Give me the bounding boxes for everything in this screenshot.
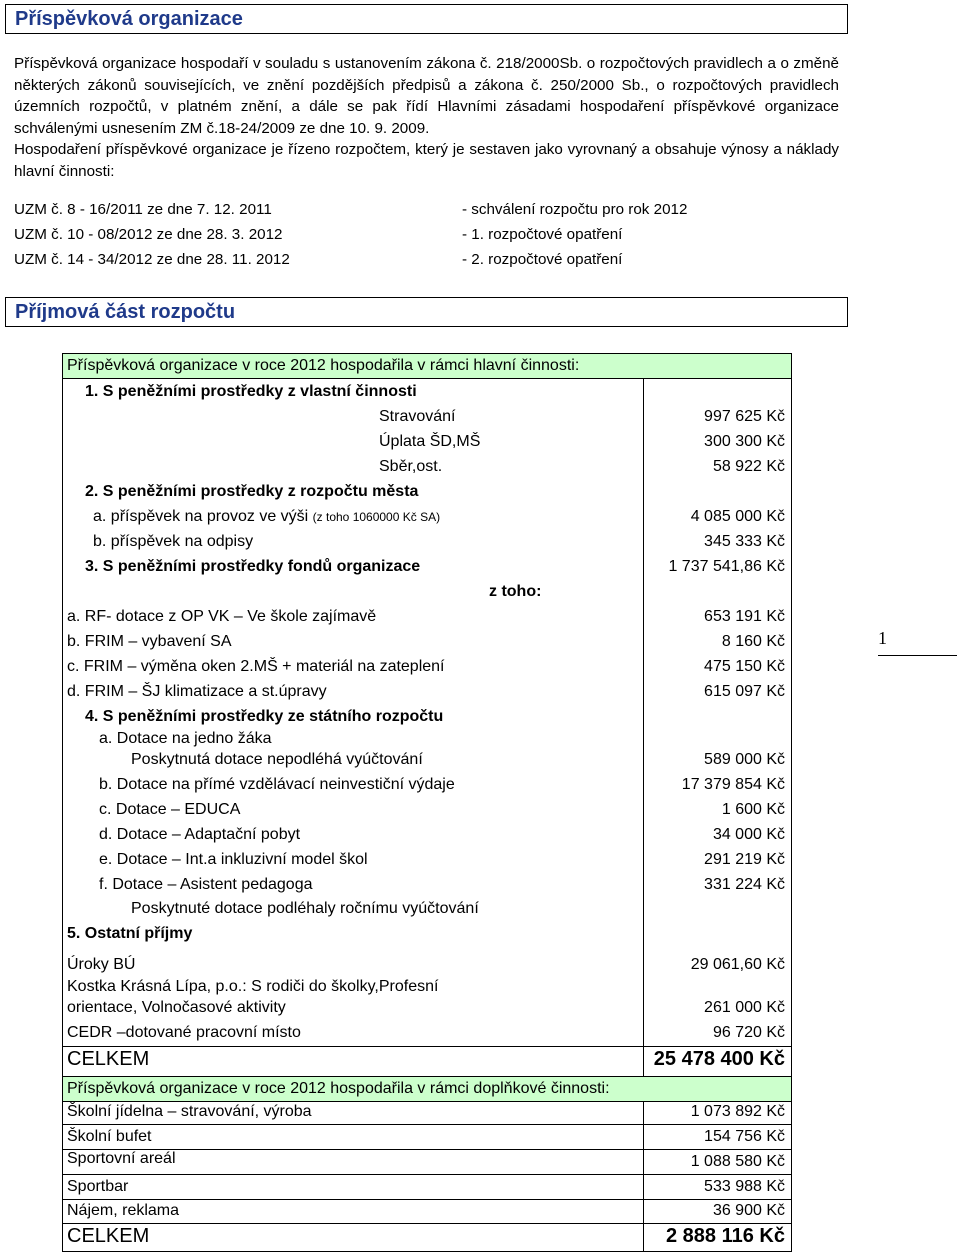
total-label: CELKEM <box>67 1048 150 1070</box>
row-value: 475 150 Kč <box>704 658 785 675</box>
row-label: a. RF- dotace z OP VK – Ve škole zajímavě <box>67 608 377 625</box>
table-header-side <box>63 1076 791 1102</box>
table-header-main <box>63 354 791 379</box>
intro-paragraph-1: Příspěvková organizace hospodaří v souladu s ustanovením zákona č. 218/2000Sb. o rozpočtových pravidlech a o změně některých zákonů souvisejících, ve znění pozdějších předpisů a zákona č. 250/2000 Sb., o rozpočtových pravidlech územních rozpočtů, v platném znění, a dále se pak řídí Hlavními zásadami hospodaření příspěvkové organizace schválenými usnesením ZM č.18-24/2009 ze dne 10. 9. 2009. <box>14 55 839 137</box>
page-number: 1 <box>878 628 887 648</box>
row-value: 8 160 Kč <box>721 633 785 650</box>
uzm-reference: UZM č. 14 - 34/2012 ze dne 28. 11. 2012 <box>14 251 290 268</box>
row-label: Sběr,ost. <box>379 458 443 475</box>
row-label: Úroky BÚ <box>67 956 136 973</box>
section-title-text: 3. S peněžními prostředky fondů organizace <box>85 558 421 575</box>
row-value: 1 088 580 Kč <box>690 1153 785 1170</box>
row-value: 997 625 Kč <box>704 408 785 425</box>
row-value: 1 600 Kč <box>721 801 785 818</box>
row-label: c. Dotace – EDUCA <box>99 801 241 818</box>
row-divider <box>63 1223 791 1224</box>
row-label: e. Dotace – Int.a inkluzivní model škol <box>99 851 368 868</box>
row-divider <box>63 1046 791 1047</box>
row-value: 261 000 Kč <box>704 999 785 1016</box>
row-divider <box>63 1174 791 1175</box>
intro-text <box>14 53 839 182</box>
column-divider <box>643 354 644 1251</box>
row-value: 300 300 Kč <box>704 433 785 450</box>
row-label: b. FRIM – vybavení SA <box>67 633 232 650</box>
row-divider <box>63 1124 791 1125</box>
row-value: 154 756 Kč <box>704 1128 785 1145</box>
row-value: 96 720 Kč <box>712 1024 785 1041</box>
section-heading-organization: Příspěvková organizace <box>5 4 848 34</box>
section-heading-income: Příjmová část rozpočtu <box>5 297 848 327</box>
row-label: b. Dotace na přímé vzdělávací neinvestiční výdaje <box>99 776 455 793</box>
row-label: Sportovní areál <box>67 1150 176 1167</box>
row-label: z toho: <box>489 583 542 600</box>
total-label: CELKEM <box>67 1225 150 1247</box>
row-label: Sportbar <box>67 1178 129 1195</box>
income-table <box>62 353 792 1252</box>
row-value: 1 737 541,86 Kč <box>668 558 785 575</box>
table-header-text: Příspěvková organizace v roce 2012 hospodařila v rámci hlavní činnosti: <box>67 357 580 374</box>
total-value: 2 888 116 Kč <box>666 1225 785 1247</box>
row-label: a. Dotace na jedno žáka <box>99 730 272 747</box>
row-label: Poskytnutá dotace nepodléhá vyúčtování <box>131 751 423 768</box>
uzm-line <box>14 226 623 243</box>
uzm-line <box>14 251 623 268</box>
row-divider <box>63 1199 791 1200</box>
row-label: d. Dotace – Adaptační pobyt <box>99 826 301 843</box>
section-title-text: 4. S peněžními prostředky ze státního rozpočtu <box>85 708 444 725</box>
uzm-reference: UZM č. 8 - 16/2011 ze dne 7. 12. 2011 <box>14 201 272 218</box>
row-value: 291 219 Kč <box>704 851 785 868</box>
section-title-text: 5. Ostatní příjmy <box>67 925 193 942</box>
row-value: 4 085 000 Kč <box>690 508 785 525</box>
row-value: 533 988 Kč <box>704 1178 785 1195</box>
row-value: 58 922 Kč <box>712 458 785 475</box>
row-value: 589 000 Kč <box>704 751 785 768</box>
row-value: 36 900 Kč <box>712 1202 785 1219</box>
row-label: Školní jídelna – stravování, výroba <box>67 1103 312 1120</box>
row-label: Úplata ŠD,MŠ <box>379 433 481 450</box>
uzm-line <box>14 201 688 218</box>
uzm-description: - 1. rozpočtové opatření <box>462 226 623 243</box>
row-label: a. příspěvek na provoz ve výši <box>93 508 309 525</box>
row-value: 1 073 892 Kč <box>690 1103 785 1120</box>
uzm-reference: UZM č. 10 - 08/2012 ze dne 28. 3. 2012 <box>14 226 283 243</box>
row-label: orientace, Volnočasové aktivity <box>67 999 286 1016</box>
row-label: Školní bufet <box>67 1128 152 1145</box>
table-header-text: Příspěvková organizace v roce 2012 hospodařila v rámci doplňkové činnosti: <box>67 1080 610 1097</box>
row-value: 615 097 Kč <box>704 683 785 700</box>
row-value: 34 000 Kč <box>712 826 785 843</box>
row-label: Poskytnuté dotace podléhaly ročnímu vyúčtování <box>131 900 479 917</box>
row-value: 331 224 Kč <box>704 876 785 893</box>
row-label: Nájem, reklama <box>67 1202 180 1219</box>
uzm-description: - schválení rozpočtu pro rok 2012 <box>462 201 688 218</box>
row-value: 29 061,60 Kč <box>690 956 785 973</box>
uzm-description: - 2. rozpočtové opatření <box>462 251 623 268</box>
row-label: b. příspěvek na odpisy <box>93 533 254 550</box>
row-note: (z toho 1060000 Kč SA) <box>312 510 441 524</box>
intro-paragraph-2: Hospodaření příspěvkové organizace je řízeno rozpočtem, který je sestaven jako vyrovnaný a obsahuje výnosy a náklady hlavní činnosti: <box>14 141 839 180</box>
total-value: 25 478 400 Kč <box>653 1048 785 1070</box>
row-label: f. Dotace – Asistent pedagoga <box>99 876 313 893</box>
row-label: d. FRIM – ŠJ klimatizace a st.úpravy <box>67 683 327 700</box>
row-label: CEDR –dotované pracovní místo <box>67 1024 301 1041</box>
row-value: 653 191 Kč <box>704 608 785 625</box>
row-value: 17 379 854 Kč <box>681 776 785 793</box>
page-number-rule <box>878 655 957 656</box>
section-title-text: 2. S peněžními prostředky z rozpočtu města <box>85 483 419 500</box>
row-value: 345 333 Kč <box>704 533 785 550</box>
row-label: Kostka Krásná Lípa, p.o.: S rodiči do školky,Profesní <box>67 978 439 995</box>
row-label: c. FRIM – výměna oken 2.MŠ + materiál na zateplení <box>67 658 445 675</box>
row-label: Stravování <box>379 408 456 425</box>
section-title-text: 1. S peněžními prostředky z vlastní činnosti <box>85 383 417 400</box>
